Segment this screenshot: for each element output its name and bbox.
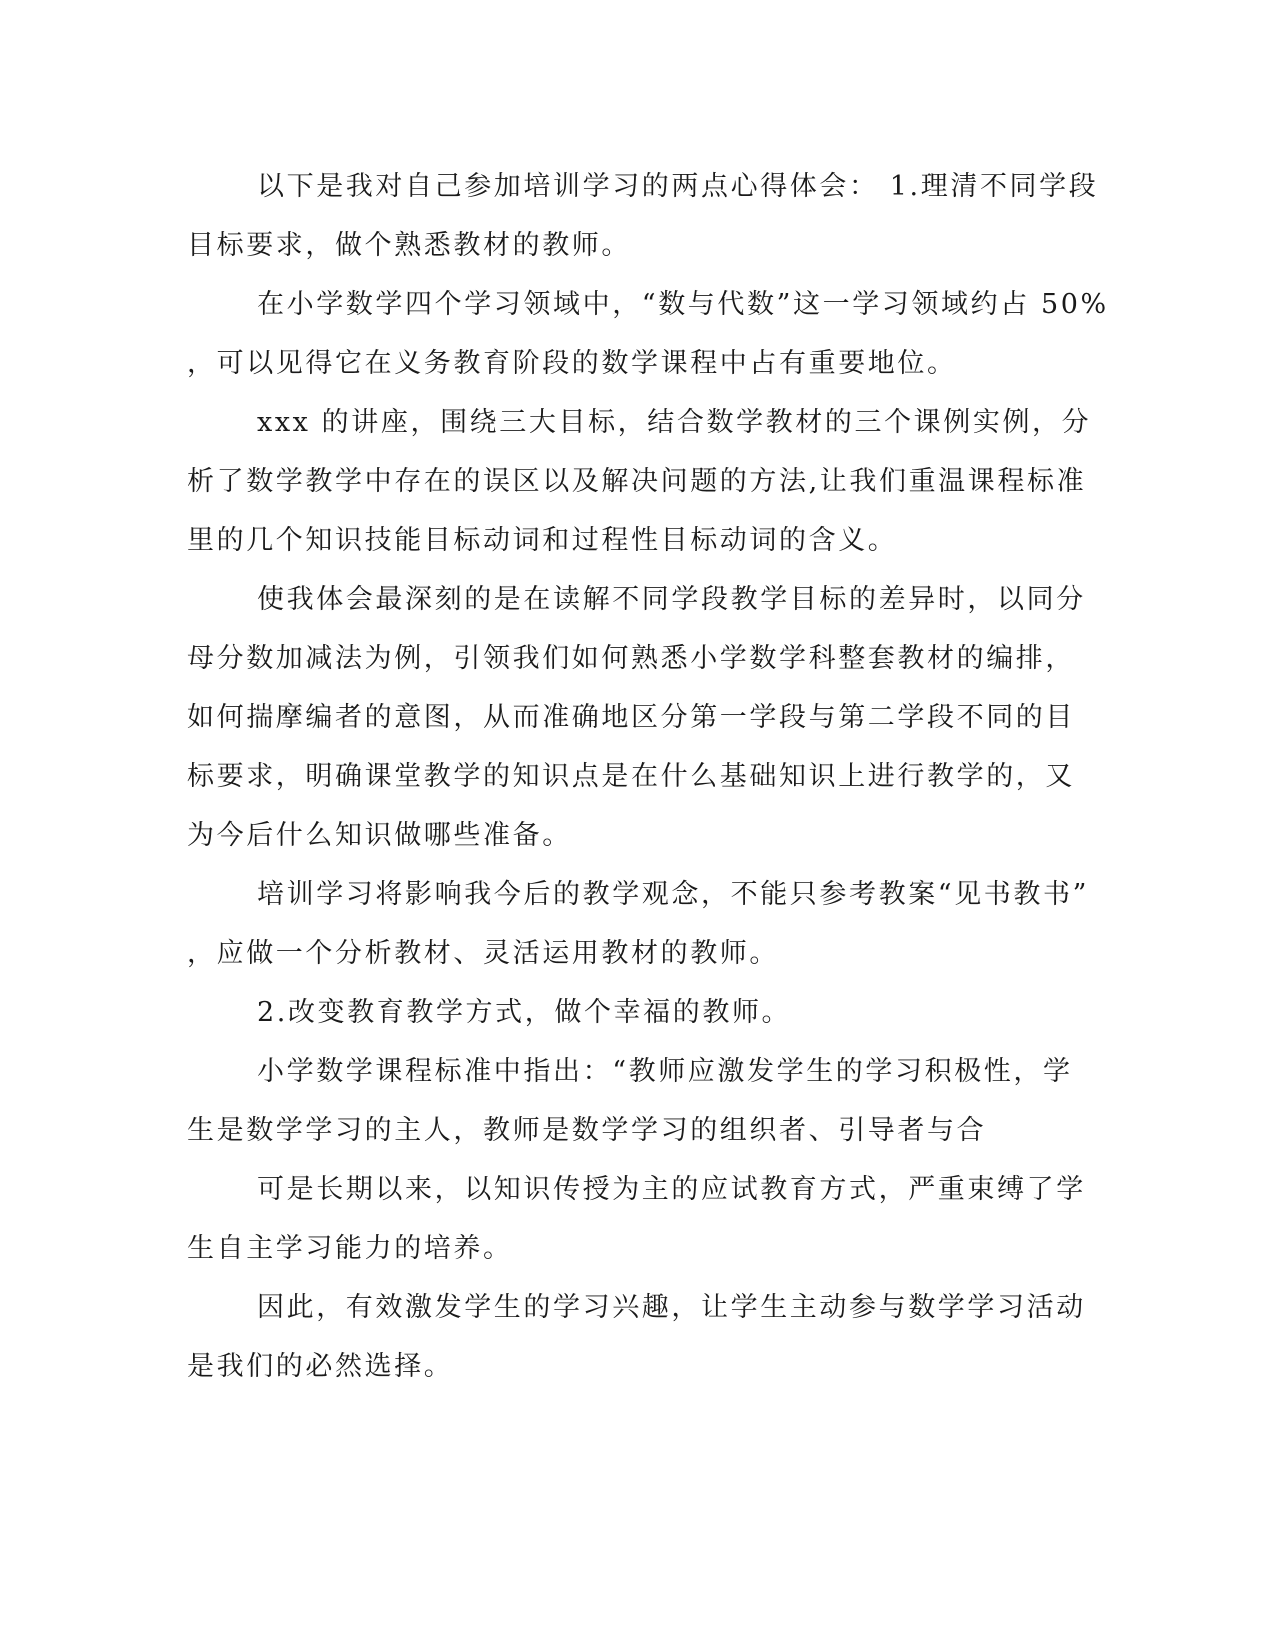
document-body	[187, 157, 1109, 1396]
paragraph-line: 以下是我对自己参加培训学习的两点心得体会： 1.理清不同学段	[257, 171, 1099, 202]
paragraph-line: 生是数学学习的主人，教师是数学学习的组织者、引导者与合	[187, 1115, 987, 1146]
paragraph-2	[187, 275, 1109, 393]
paragraph-6	[187, 983, 1067, 1042]
paragraph-line: ，可以见得它在义务教育阶段的数学课程中占有重要地位。	[187, 348, 957, 379]
paragraph-line: 如何揣摩编者的意图，从而准确地区分第一学段与第二学段不同的目	[187, 702, 1075, 733]
paragraph-line: 标要求，明确课堂教学的知识点是在什么基础知识上进行教学的，又	[187, 761, 1075, 792]
paragraph-line: 是我们的必然选择。	[187, 1351, 454, 1382]
paragraph-line: 使我体会最深刻的是在读解不同学段教学目标的差异时，以同分	[257, 584, 1086, 615]
paragraph-line: 因此，有效激发学生的学习兴趣，让学生主动参与数学学习活动	[257, 1292, 1086, 1323]
paragraph-line: 在小学数学四个学习领域中，“数与代数”这一学习领域约占 50%	[257, 289, 1109, 320]
paragraph-4	[187, 570, 1086, 865]
paragraph-1	[187, 157, 1099, 275]
paragraph-line: 2.改变教育教学方式，做个幸福的教师。	[257, 997, 792, 1028]
paragraph-line: ，应做一个分析教材、灵活运用教材的教师。	[187, 938, 779, 969]
paragraph-7	[187, 1042, 1073, 1160]
paragraph-line: 析了数学教学中存在的误区以及解决问题的方法,让我们重温课程标准	[187, 466, 1087, 497]
paragraph-9	[187, 1278, 1086, 1396]
paragraph-line: xxx 的讲座，围绕三大目标，结合数学教材的三个课例实例，分	[257, 407, 1092, 438]
paragraph-line: 生自主学习能力的培养。	[187, 1233, 513, 1264]
paragraph-line: 母分数加减法为例，引领我们如何熟悉小学数学科整套教材的编排，	[187, 643, 1075, 674]
paragraph-5	[187, 865, 1090, 983]
paragraph-3	[187, 393, 1092, 570]
paragraph-line: 小学数学课程标准中指出：“教师应激发学生的学习积极性，学	[257, 1056, 1073, 1087]
paragraph-8	[187, 1160, 1086, 1278]
paragraph-line: 可是长期以来，以知识传授为主的应试教育方式，严重束缚了学	[257, 1174, 1086, 1205]
paragraph-line: 目标要求，做个熟悉教材的教师。	[187, 230, 631, 261]
paragraph-line: 为今后什么知识做哪些准备。	[187, 820, 572, 851]
paragraph-line: 里的几个知识技能目标动词和过程性目标动词的含义。	[187, 525, 898, 556]
paragraph-line: 培训学习将影响我今后的教学观念，不能只参考教案“见书教书”	[257, 879, 1090, 910]
